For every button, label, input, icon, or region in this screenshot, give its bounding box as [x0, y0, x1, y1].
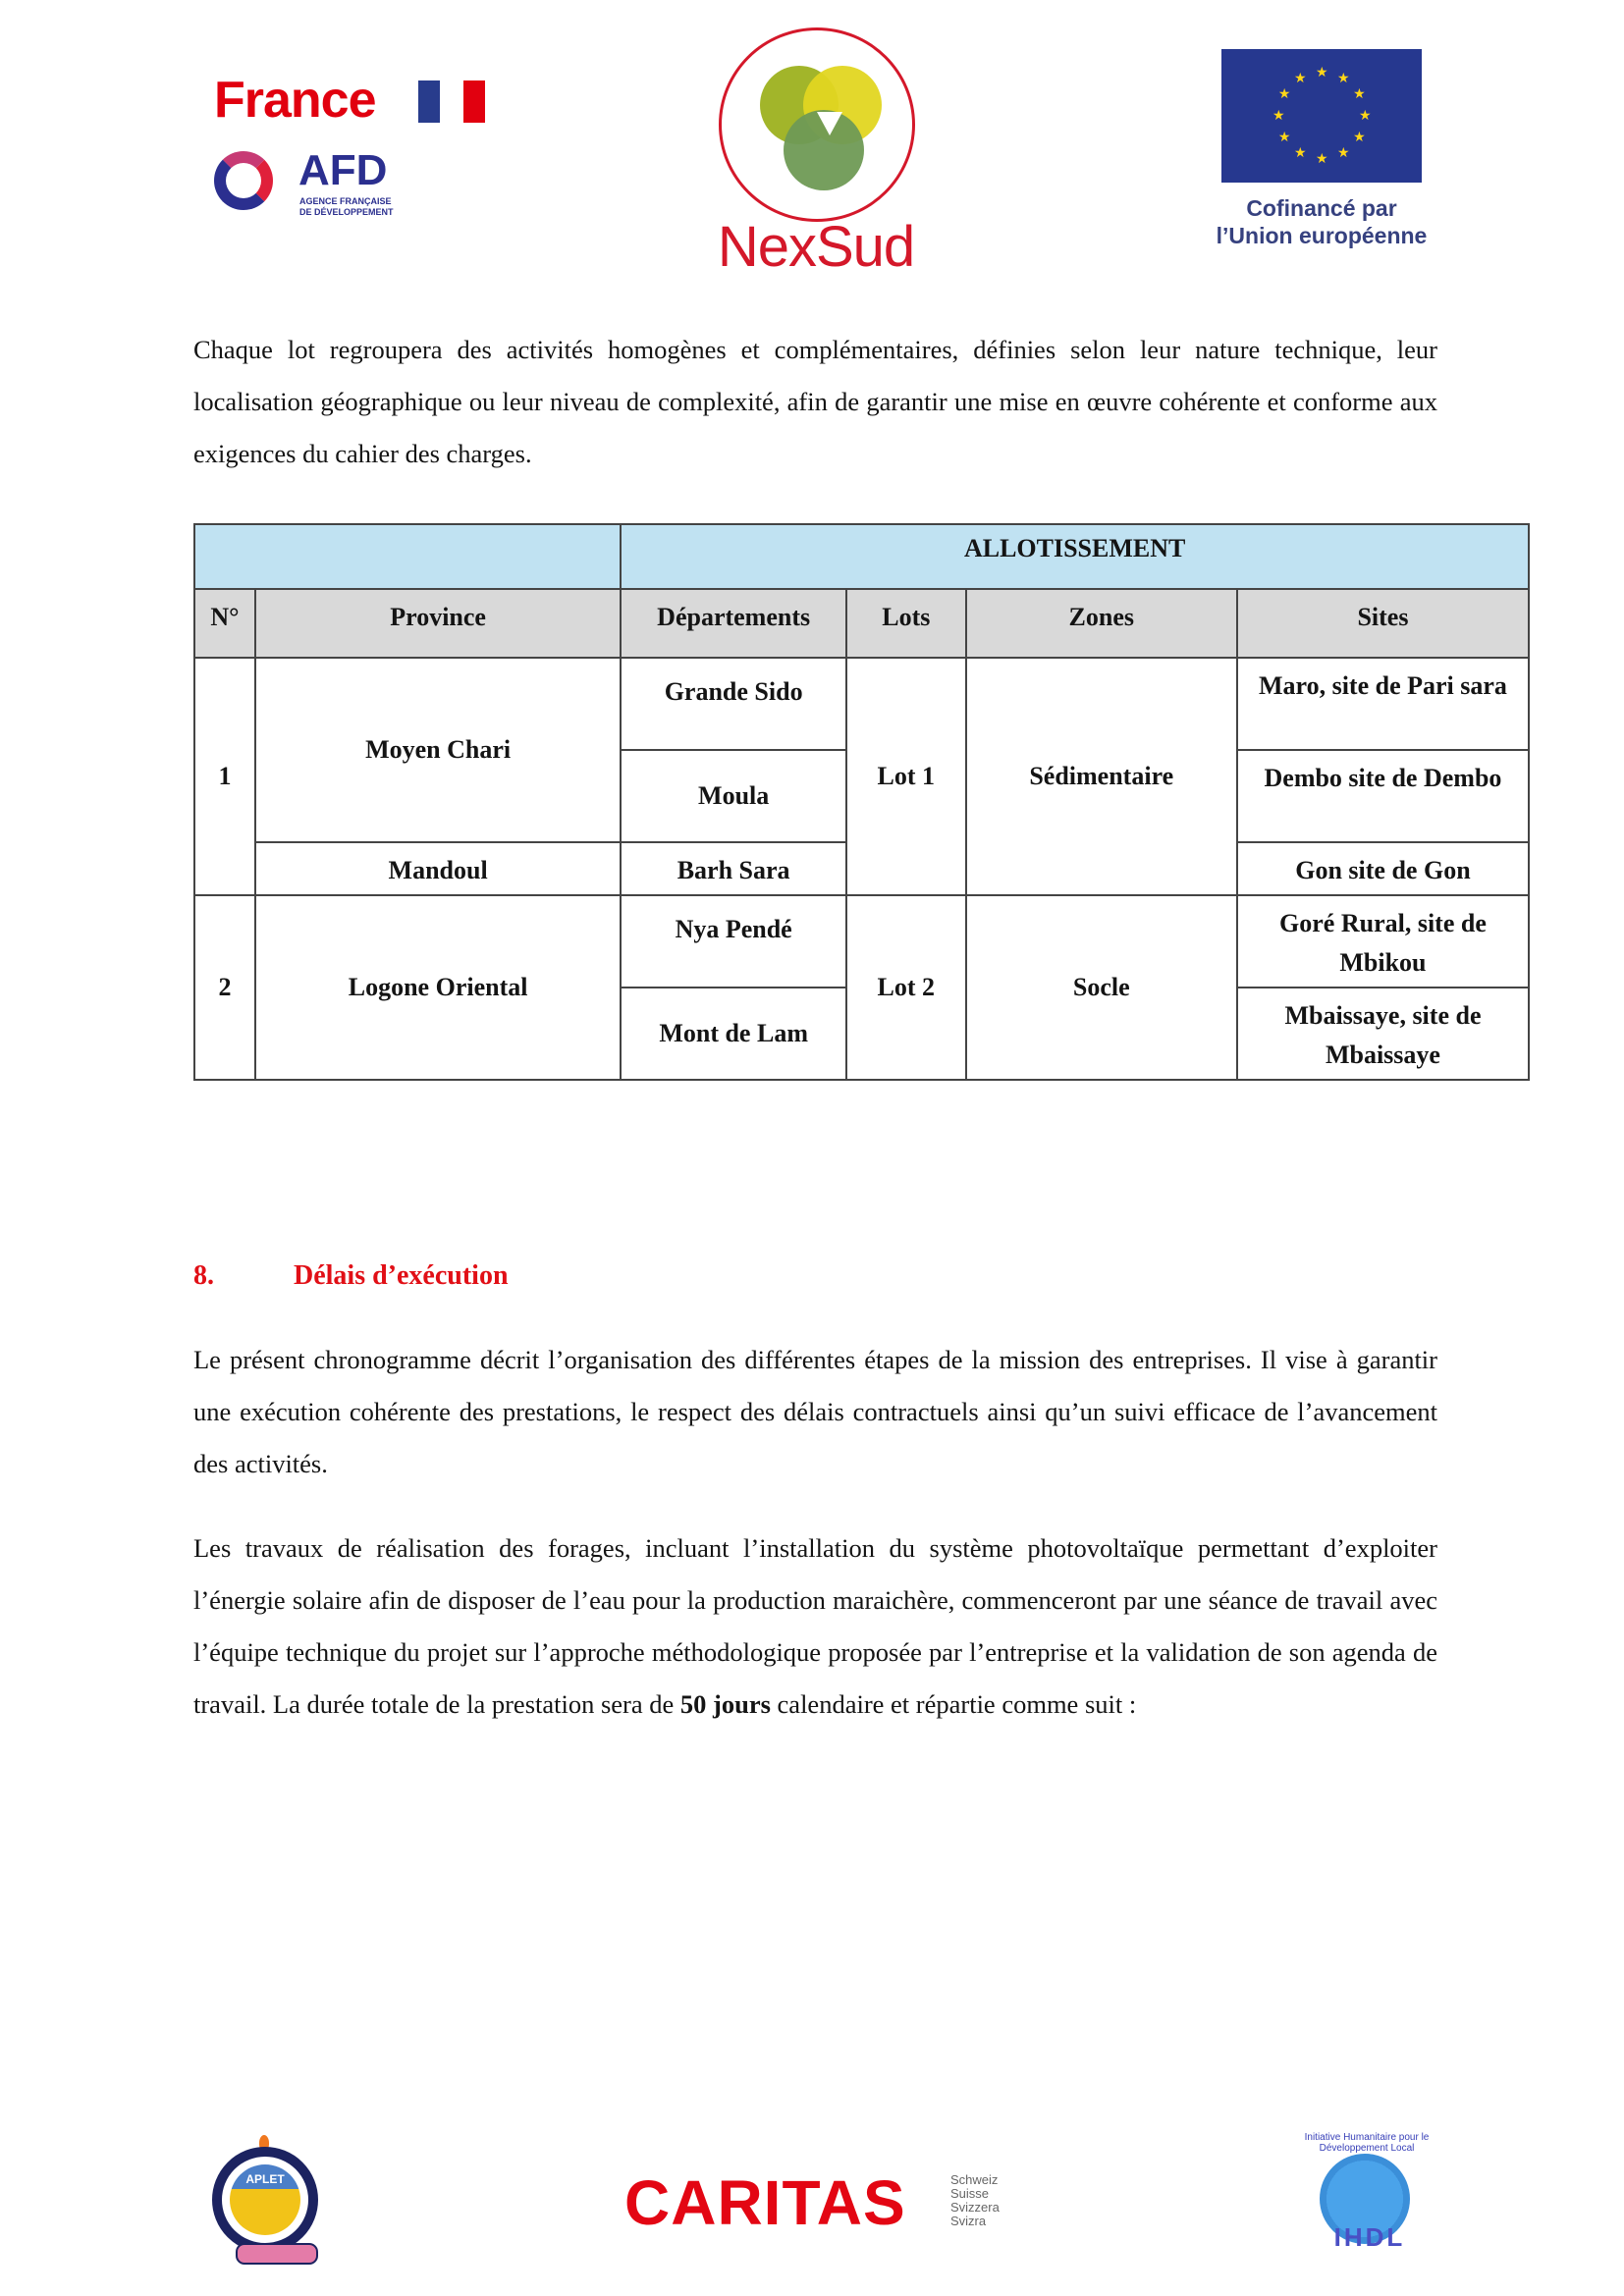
section-title: Délais d’exécution [294, 1260, 509, 1291]
cell-lot: Lot 1 [846, 658, 966, 895]
cell-zone: Sédimentaire [966, 658, 1237, 895]
header-lots: Lots [846, 589, 966, 658]
section-number: 8. [193, 1260, 214, 1291]
cell-site: Goré Rural, site de Mbikou [1237, 895, 1529, 988]
departement-text: Grande Sido [664, 677, 803, 706]
chronogramme-paragraph: Le présent chronogramme décrit l’organisation des différentes étapes de la mission des entreprises. Il vise à garantir une exécution cohérente des prestations, le respect des délais contractuels ainsi qu’un suivi efficace de l’avancement des activités. [193, 1345, 1437, 1478]
cell-site: Mbaissaye, site de Mbaissaye [1237, 988, 1529, 1080]
eu-star-icon: ★ [1337, 145, 1350, 162]
cell-site: Dembo site de Dembo [1237, 750, 1529, 842]
eu-star-icon: ★ [1277, 130, 1291, 145]
nexsud-wordmark: NexSud [717, 215, 915, 279]
french-flag-icon-red [463, 80, 485, 123]
caritas-lang: Schweiz [950, 2172, 999, 2187]
allotissement-table [193, 523, 1530, 1081]
cell-departement: Nya Pendé [621, 895, 846, 988]
cell-departement: Mont de Lam [621, 988, 846, 1080]
table-banner-row [194, 524, 1529, 589]
header-no: N° [194, 589, 255, 658]
nexsud-logo [713, 24, 919, 279]
caritas-lang: Suisse [950, 2186, 990, 2201]
caritas-lang: Svizra [950, 2214, 987, 2228]
aplet-ribbon-icon [236, 2243, 318, 2265]
eu-text-line1: Cofinancé par [1246, 195, 1397, 221]
france-wordmark: France [214, 72, 376, 129]
eu-cofunding-logo [1196, 43, 1441, 259]
table-row [194, 658, 1529, 750]
cell-lot: Lot 2 [846, 895, 966, 1080]
cell-site: Maro, site de Pari sara [1237, 658, 1529, 750]
afd-ring-icon [214, 151, 273, 210]
cell-departement [621, 658, 846, 750]
eu-star-icon: ★ [1337, 70, 1350, 86]
aplet-wordmark: APLET [245, 2172, 285, 2186]
cell-no: 1 [194, 658, 255, 895]
travaux-text-after: calendaire et répartie comme suit : [770, 1689, 1137, 1719]
cell-departement: Barh Sara [621, 842, 846, 895]
header-zones: Zones [966, 589, 1237, 658]
afd-subtitle [299, 196, 394, 218]
caritas-lang: Svizzera [950, 2200, 1000, 2215]
table-header-row [194, 589, 1529, 658]
cell-province: Logone Oriental [255, 895, 621, 1080]
ihdl-arc-text: Initiative Humanitaire pour le Développement Local [1304, 2132, 1430, 2154]
intro-paragraph: Chaque lot regroupera des activités homogènes et complémentaires, définies selon leur nature technique, leur localisation géographique ou leur niveau de complexité, afin de garantir une mise en œuvre cohérente et conforme aux exigences du cahier des charges. [193, 335, 1437, 468]
duration-emphasis: 50 jours [679, 1689, 771, 1719]
eu-star-icon: ★ [1316, 151, 1328, 167]
eu-text-line2: l’Union européenne [1216, 223, 1428, 248]
header-province: Province [255, 589, 621, 658]
eu-star-icon: ★ [1277, 86, 1291, 102]
afd-wordmark: AFD [298, 146, 388, 194]
french-flag-icon [418, 80, 440, 123]
header-sites: Sites [1237, 589, 1529, 658]
eu-star-icon: ★ [1353, 86, 1366, 102]
header-departements: Départements [621, 589, 846, 658]
france-afd-logo [212, 71, 497, 228]
eu-star-icon: ★ [1359, 108, 1372, 124]
eu-star-icon: ★ [1353, 130, 1366, 145]
cell-province: Moyen Chari [255, 658, 621, 842]
table-row [194, 895, 1529, 988]
cell-departement: Moula [621, 750, 846, 842]
travaux-text-before: Les travaux de réalisation des forages, incluant l’installation du système photovoltaïque permettant d’exploiter l’énergie solaire afin de disposer de l’eau pour la production maraichère, commenceront par une séance de travail avec l’équipe technique du projet sur l’approche méthodologique proposée par l’entreprise et la validation de son agenda de travail. La durée totale de la prestation sera de [193, 1533, 1437, 1719]
caritas-wordmark: CARITAS [624, 2167, 906, 2238]
cell-province: Mandoul [255, 842, 621, 895]
eu-star-icon: ★ [1294, 145, 1307, 162]
caritas-languages [950, 2173, 1000, 2228]
cell-no: 2 [194, 895, 255, 1080]
banner-empty-cell [194, 524, 621, 589]
caritas-logo [621, 2169, 1013, 2238]
eu-star-icon: ★ [1316, 65, 1328, 80]
ihdl-wordmark: IHDL [1333, 2222, 1406, 2252]
section-heading [193, 1255, 509, 1298]
eu-cofunding-text [1196, 194, 1447, 249]
eu-star-icon: ★ [1272, 108, 1285, 124]
ihdl-logo [1288, 2132, 1435, 2260]
eu-star-icon: ★ [1294, 70, 1307, 86]
eu-flag-icon [1221, 49, 1422, 183]
table-banner-title: ALLOTISSEMENT [621, 524, 1529, 589]
aplet-logo [192, 2135, 340, 2272]
travaux-paragraph [193, 1522, 1437, 1731]
afd-subtitle-line1: AGENCE FRANÇAISE [299, 196, 392, 206]
afd-subtitle-line2: DE DÉVELOPPEMENT [299, 207, 394, 217]
cell-zone: Socle [966, 895, 1237, 1080]
cell-site: Gon site de Gon [1237, 842, 1529, 895]
